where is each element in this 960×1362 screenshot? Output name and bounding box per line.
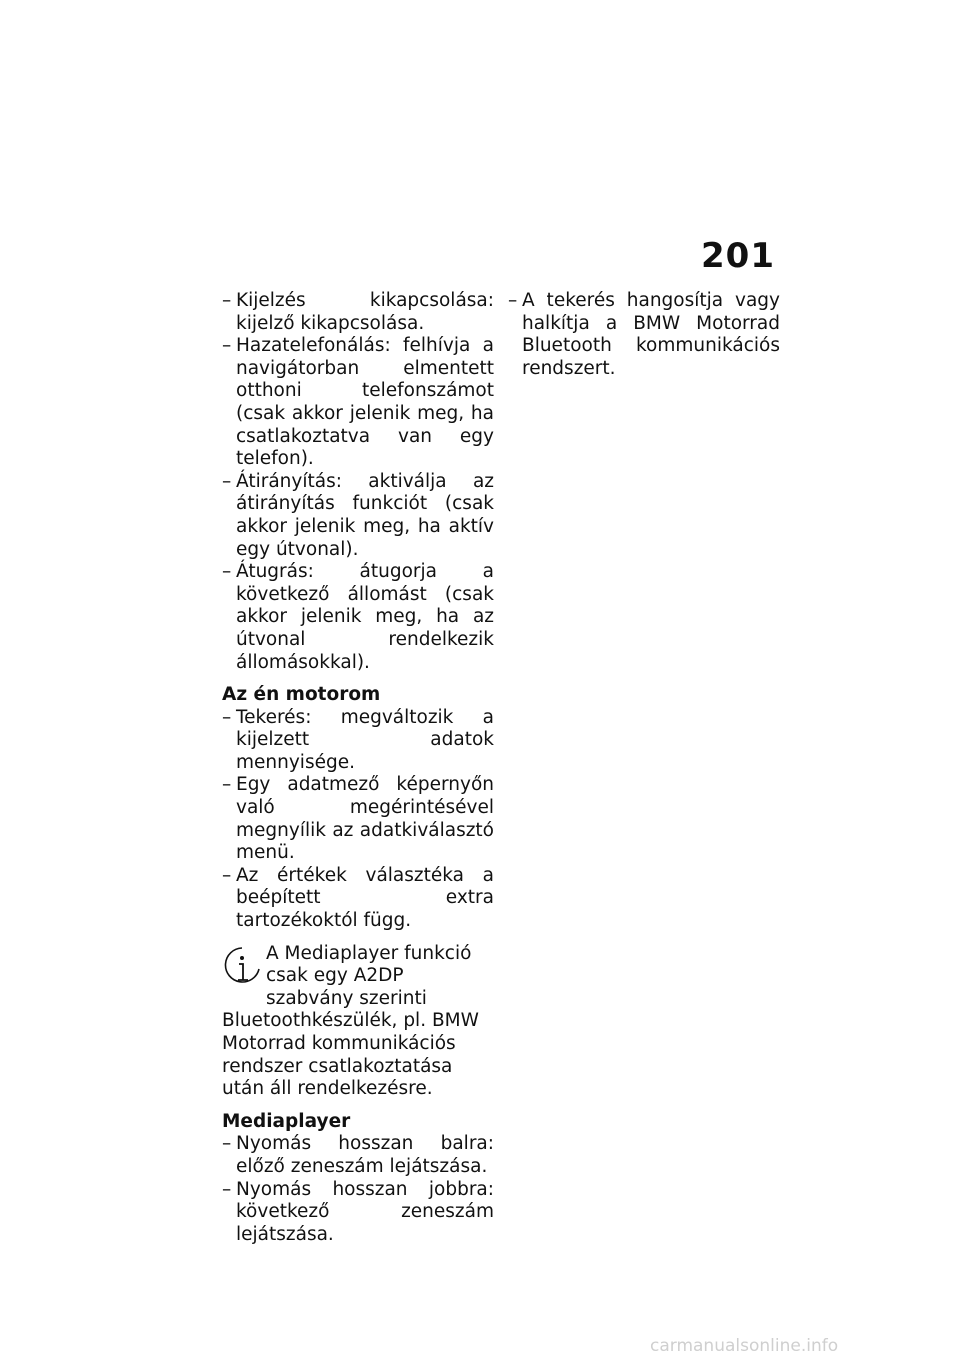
list-right bbox=[508, 290, 780, 380]
info-icon bbox=[222, 945, 262, 989]
list-item: – Nyomás hosszan balra: előző zeneszám lejátszása. bbox=[222, 1133, 494, 1178]
list-item: – Tekerés: megváltozik a kijelzett adatok mennyisége. bbox=[222, 707, 494, 775]
watermark-footer: carmanualsonline.info bbox=[650, 1336, 839, 1356]
list-top bbox=[222, 290, 494, 674]
list-my-motorcycle bbox=[222, 707, 494, 933]
section-heading-my-motorcycle: Az én motorom bbox=[222, 684, 381, 706]
section-heading-mediaplayer: Mediaplayer bbox=[222, 1110, 351, 1132]
list-item: – Az értékek választéka a beépített extra tartozékoktól függ. bbox=[222, 865, 494, 933]
list-item: – Átirányítás: aktiválja az átirányítás funkciót (csak akkor jelenik meg, ha aktív egy útvonal). bbox=[222, 471, 494, 561]
list-item: – Hazatelefonálás: felhívja a navigátorban elmentett otthoni telefonszámot (csak akkor jelenik meg, ha csatlakoztatva van egy telefon). bbox=[222, 335, 494, 471]
list-item: – Kijelzés kikapcsolása: kijelző kikapcsolása. bbox=[222, 290, 494, 335]
left-column bbox=[222, 290, 494, 1246]
list-item: – Egy adatmező képernyőn való megérintésével megnyílik az adatkiválasztó menü. bbox=[222, 774, 494, 864]
note-text: A Mediaplayer funkció csak egy A2DP szabvány szerinti Bluetoothkészülék, pl. BMW Motorrad kommunikációs rendszer csatlakoztatása után áll rendelkezésre. bbox=[222, 942, 479, 1100]
list-item: – Nyomás hosszan jobbra: következő zeneszám lejátszása. bbox=[222, 1179, 494, 1247]
list-mediaplayer bbox=[222, 1133, 494, 1246]
list-item: – Átugrás: átugorja a következő állomást (csak akkor jelenik meg, ha az útvonal rendelkezik állomásokkal). bbox=[222, 561, 494, 674]
right-column bbox=[508, 290, 780, 380]
info-note bbox=[222, 943, 494, 1101]
list-item: – A tekerés hangosítja vagy halkítja a BMW Motorrad Bluetooth kommunikációs rendszert. bbox=[508, 290, 780, 380]
page-number: 201 bbox=[701, 236, 775, 276]
